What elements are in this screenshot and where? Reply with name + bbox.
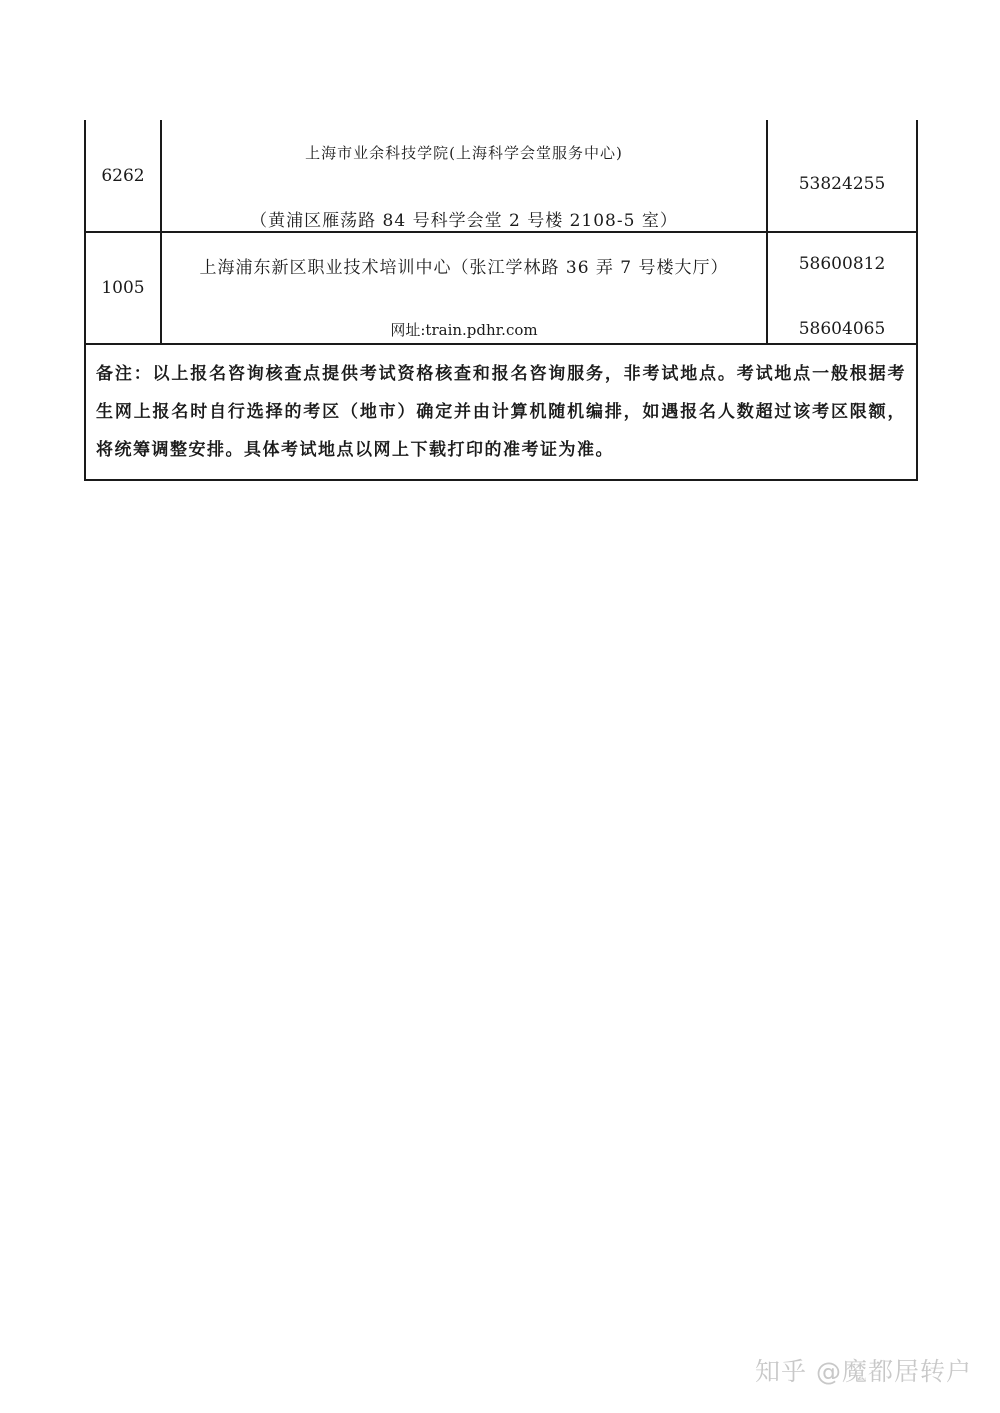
point-name: 上海浦东新区职业技术培训中心（张江学林路 36 弄 7 号楼大厅） [199,258,729,278]
point-code: 6262 [85,120,161,232]
note-text: 备注：以上报名咨询核查点提供考试资格核查和报名咨询服务，非考试地点。考试地点一般根据考生网上报名时自行选择的考区（地市）确定并由计算机随机编排，如遇报名人数超过该考区限额，将统筹调整安排。具体考试地点以网上下载打印的准考证为准。 [85,344,917,480]
point-name: 上海市业余科技学院(上海科学会堂服务中心) [305,144,623,162]
table-row [85,232,917,344]
watermark: 知乎 @魔都居转户 [755,1357,972,1386]
point-code: 1005 [85,232,161,344]
point-info-cell [161,120,767,232]
note-row [85,344,917,480]
phone-number: 58604065 [798,319,886,339]
registration-points-table [84,120,916,481]
point-website: 网址:train.pdhr.com [390,321,538,339]
phone-cell [767,232,917,344]
phone-number: 53824255 [798,174,886,194]
phone-number: 58600812 [798,254,886,274]
phone-cell [767,120,917,232]
table-row [85,120,917,232]
point-info-cell [161,232,767,344]
point-address: （黄浦区雁荡路 84 号科学会堂 2 号楼 2108-5 室） [250,211,678,231]
points-table [84,120,918,481]
